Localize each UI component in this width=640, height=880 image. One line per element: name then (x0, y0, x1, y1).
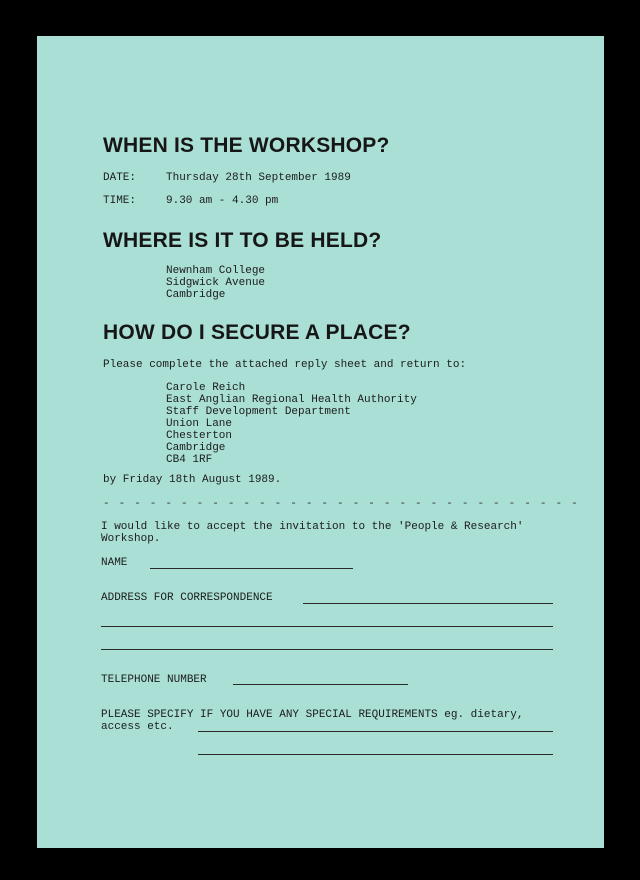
return-address-line: Union Lane (166, 418, 233, 430)
deadline-text: by Friday 18th August 1989. (103, 474, 282, 486)
address-field-line-2[interactable] (101, 626, 553, 627)
address-field-line-1[interactable] (303, 603, 553, 604)
telephone-label: TELEPHONE NUMBER (101, 674, 207, 686)
date-label: DATE: (103, 172, 137, 184)
where-heading: WHERE IS IT TO BE HELD? (103, 229, 382, 252)
return-address-line: CB4 1RF (166, 454, 213, 466)
how-heading: HOW DO I SECURE A PLACE? (103, 321, 411, 344)
requirements-field-line-2[interactable] (198, 754, 553, 755)
requirements-line: PLEASE SPECIFY IF YOU HAVE ANY SPECIAL REQUIREMENTS eg. dietary, (101, 709, 524, 721)
venue-line: Newnham College (166, 265, 266, 277)
flyer-sheet (37, 36, 604, 848)
instruction-text: Please complete the attached reply sheet and return to: (103, 359, 467, 371)
time-label: TIME: (103, 195, 137, 207)
date-value: Thursday 28th September 1989 (166, 172, 351, 184)
return-address (166, 382, 417, 466)
requirements-line: access etc. (101, 721, 174, 733)
return-address-line: Carole Reich (166, 382, 246, 394)
return-address-line: East Anglian Regional Health Authority (166, 394, 417, 406)
return-address-line: Chesterton (166, 430, 233, 442)
venue-address (166, 265, 265, 301)
name-field[interactable] (150, 568, 353, 569)
name-label: NAME (101, 557, 128, 569)
acceptance-text (101, 521, 523, 545)
return-address-line: Staff Development Department (166, 406, 351, 418)
acceptance-line: I would like to accept the invitation to the 'People & Research' (101, 521, 524, 533)
requirements-text (101, 709, 523, 733)
when-heading: WHEN IS THE WORKSHOP? (103, 134, 390, 157)
acceptance-line: Workshop. (101, 533, 161, 545)
venue-line: Cambridge (166, 289, 226, 301)
telephone-field[interactable] (233, 684, 408, 685)
time-value: 9.30 am - 4.30 pm (166, 195, 279, 207)
requirements-field-line-1[interactable] (198, 731, 553, 732)
address-field-line-3[interactable] (101, 649, 553, 650)
return-address-line: Cambridge (166, 442, 226, 454)
venue-line: Sidgwick Avenue (166, 277, 266, 289)
tear-line: - - - - - - - - - - - - - - - - - - - - - - - - - - - - - - - (103, 498, 579, 510)
address-label: ADDRESS FOR CORRESPONDENCE (101, 592, 273, 604)
